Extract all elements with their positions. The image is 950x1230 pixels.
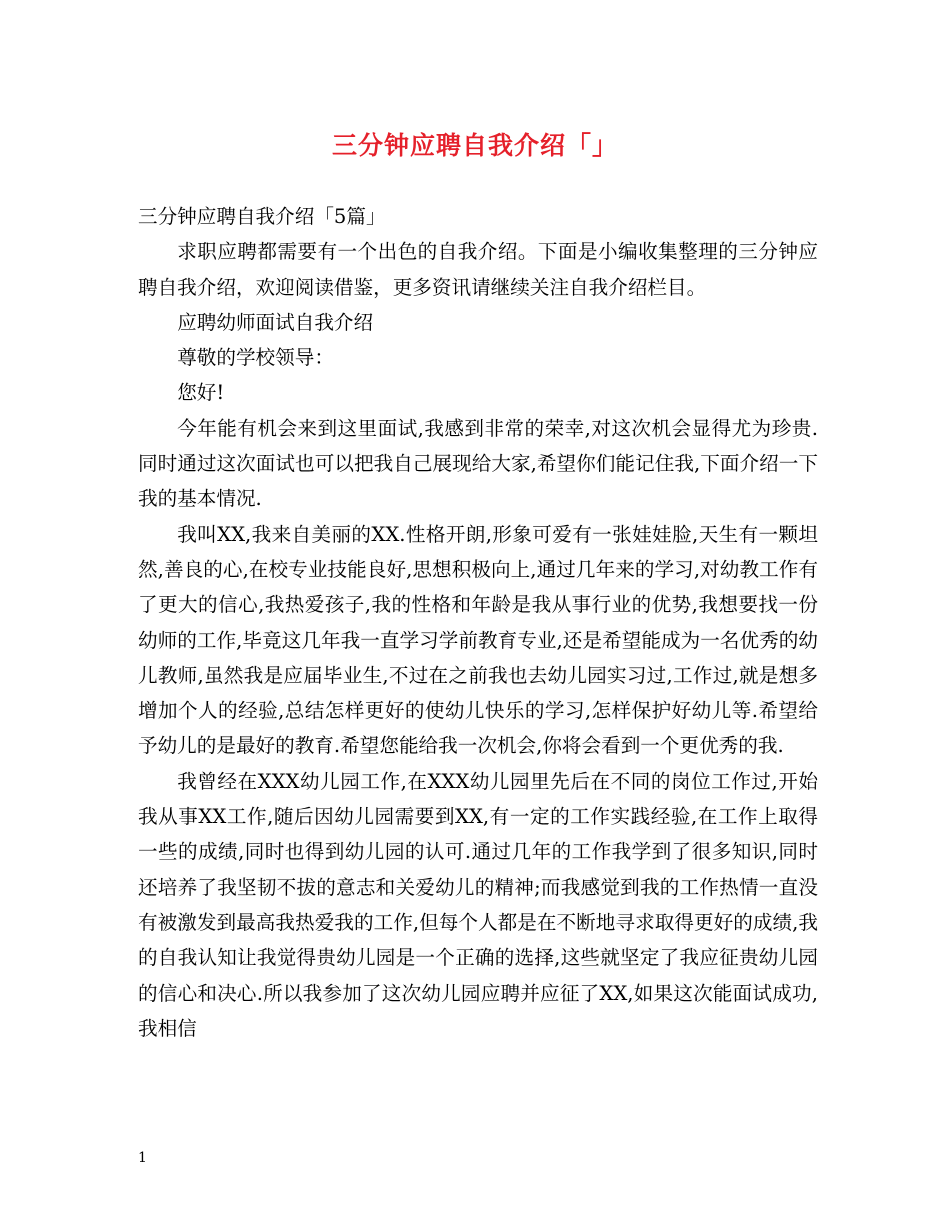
body-paragraph: 我曾经在XXX幼儿园工作,在XXX幼儿园里先后在不同的岗位工作过,开始我从事XX工作,随后因幼儿园需要到XX,有一定的工作实践经验,在工作上取得一些的成绩,同时也得到幼儿园的认可.通过几年的工作我学到了很多知识,同时还培养了我坚韧不拔的意志和关爱幼儿的精神;而我感觉到我的工作热情一直没有被激发到最高我热爱我的工作,但每个人都是在不断地寻求取得更好的成绩,我的自我认知让我觉得贵幼儿园是一个正确的选择,这些就坚定了我应征贵幼儿园的信心和决心.所以我参加了这次幼儿园应聘并应征了XX,如果这次能面试成功,我相信 xyxy=(138,769,818,1040)
page-number: 1 xyxy=(138,1150,147,1166)
body-paragraph: 今年能有机会来到这里面试,我感到非常的荣幸,对这次机会显得尤为珍贵.同时通过这次面试也可以把我自己展现给大家,希望你们能记住我,下面介绍一下我的基本情况. xyxy=(138,416,818,511)
greeting: 您好! xyxy=(177,381,225,405)
intro-paragraph: 求职应聘都需要有一个出色的自我介绍。下面是小编收集整理的三分钟应聘自我介绍，欢迎阅读借鉴，更多资讯请继续关注自我介绍栏目。 xyxy=(138,240,818,299)
salutation: 尊敬的学校领导： xyxy=(177,346,334,370)
body-paragraph: 我叫XX,我来自美丽的XX.性格开朗,形象可爱有一张娃娃脸,天生有一颗坦然,善良的心,在校专业技能良好,思想积极向上,通过几年来的学习,对幼教工作有了更大的信心,我热爱孩子,我的性格和年龄是我从事行业的优势,我想要找一份幼师的工作,毕竟这几年我一直学习学前教育专业,还是希望能成为一名优秀的幼儿教师,虽然我是应届毕业生,不过在之前我也去幼儿园实习过,工作过,就是想多增加个人的经验,总结怎样更好的使幼儿快乐的学习,怎样保护好幼儿等.希望给予幼儿的是最好的教育.希望您能给我一次机会,你将会看到一个更优秀的我. xyxy=(138,522,818,758)
subtitle-paragraph: 三分钟应聘自我介绍「5篇」 xyxy=(138,205,386,228)
document-title: 三分钟应聘自我介绍「」 xyxy=(331,131,618,160)
document-body xyxy=(138,199,818,1046)
section-heading: 应聘幼师面试自我介绍 xyxy=(177,310,374,334)
